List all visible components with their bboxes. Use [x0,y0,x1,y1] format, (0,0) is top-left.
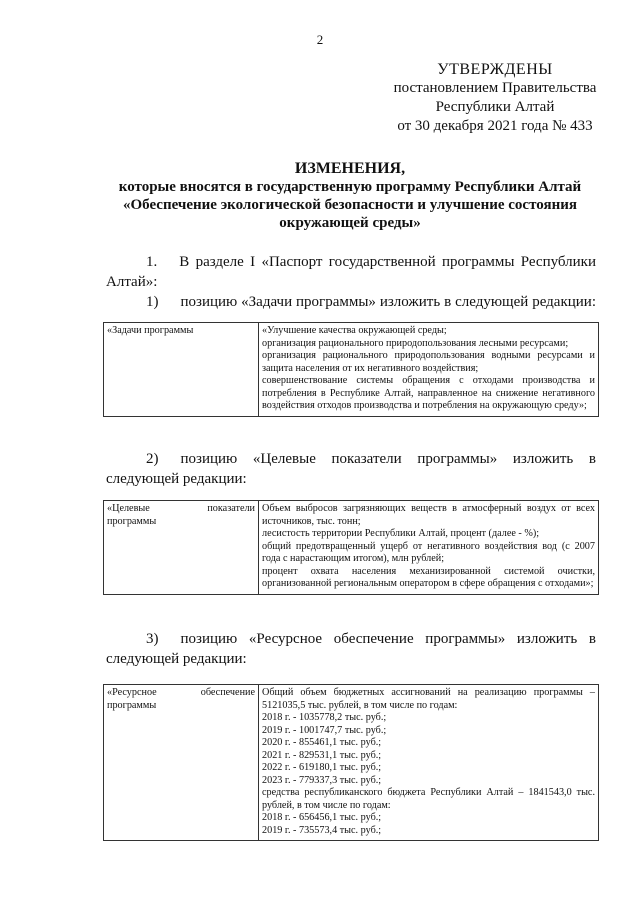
table-row [104,323,599,417]
heading-title: ИЗМЕНЕНИЯ, [294,160,406,177]
table-label-part: «Ресурсное [107,687,157,698]
heading-line: которые вносятся в государственную программу Республики Алтай [118,179,582,195]
budget-regional: средства республиканского бюджета Республики Алтай – 1841543,0 тыс. рублей, в том числе по годам: [262,787,595,811]
item-2-text: позицию «Целевые показатели программы» изложить в [180,451,596,467]
table-label-part: программы [107,699,157,711]
budget-year: 2018 г. - 1035778,2 тыс. руб.; [262,712,387,723]
approval-block [370,60,620,136]
table-value-cell [259,323,599,417]
table-resources [103,684,599,841]
table-row [104,685,599,841]
item-3-paragraph [106,629,596,669]
budget-total: Общий объем бюджетных ассигнований на реализацию программы – 5121035,5 тыс. рублей, в том числе по годам: [262,687,595,711]
table-label-part: показатели [207,503,255,514]
budget-year: 2020 г. - 855461,1 тыс. руб.; [262,737,382,748]
item-3-line [106,629,596,649]
approval-title: УТВЕРЖДЕНЫ [437,61,553,78]
table-tasks [103,322,599,417]
table-line: Объем выбросов загрязняющих веществ в атмосферный воздух от всех источников, тыс. тонн; [262,503,595,527]
budget-regional-year: 2019 г. - 735573,4 тыс. руб.; [262,824,382,836]
table-line: совершенствование системы обращения с отходами производства и потребления в Республике Алтай, направленное на снижение негативного воздействия отходов производства и потребления на окружающую среду»; [262,375,595,411]
table-label-cell: «Задачи программы [104,323,259,417]
budget-year: 2022 г. - 619180,1 тыс. руб.; [262,762,382,773]
table-line: лесистость территории Республики Алтай, процент (далее - %); [262,528,540,539]
budget-year: 2023 г. - 779337,3 тыс. руб.; [262,774,382,786]
budget-year: 2019 г. - 1001747,7 тыс. руб.; [262,724,387,736]
item-2-text-cont: следующей редакции: [106,471,247,487]
table-label-part: обеспечение [200,687,255,698]
table-label-part: программы [107,515,157,527]
section-1-text-cont: Алтай»: [106,274,158,290]
section-1-number: 1. [146,254,158,270]
section-1-paragraph [106,252,596,292]
page-number: 2 [316,32,324,47]
table-row [104,501,599,595]
item-1-line [106,292,596,312]
table-line: организация рационального природопользования лесными ресурсами; [262,337,569,349]
table-line: процент охвата населения механизированной системой очистки, организованной региональным оператором в сфере обращения с отходами»; [262,565,595,589]
approval-line: Республики Алтай [435,99,555,115]
section-1-line [106,252,596,272]
item-3-number: 3) [146,631,159,647]
budget-regional-year: 2018 г. - 656456,1 тыс. руб.; [262,812,382,823]
item-1-paragraph [106,292,596,312]
item-3-text-cont: следующей редакции: [106,651,247,667]
table-label-cell [104,685,259,841]
table-label-part: «Целевые [107,503,150,514]
table-value-cell [259,685,599,841]
document-heading [100,160,600,232]
approval-line: постановлением Правительства [393,80,597,96]
heading-line: «Обеспечение экологической безопасности и улучшение состояния [123,197,577,213]
table-label-cell [104,501,259,595]
table-line: общий предотвращенный ущерб от негативного воздействия вод (с 2007 года с нарастающим итогом), млн рублей; [262,540,595,564]
item-2-number: 2) [146,451,159,467]
budget-year: 2021 г. - 829531,1 тыс. руб.; [262,749,382,761]
item-3-text: позицию «Ресурсное обеспечение программы» изложить в [180,631,596,647]
item-1-number: 1) [146,294,159,310]
approval-date: от 30 декабря 2021 года № 433 [397,118,593,134]
table-line: «Улучшение качества окружающей среды; [262,325,447,336]
item-1-text: позицию «Задачи программы» изложить в следующей редакции: [180,294,596,310]
heading-line: окружающей среды» [279,215,421,231]
item-2-paragraph [106,449,596,489]
item-2-line [106,449,596,469]
section-1-text: В разделе I «Паспорт государственной программы Республики [179,254,596,270]
table-indicators [103,500,599,595]
table-value-cell [259,501,599,595]
table-line: организация рационального природопользования водными ресурсами и защита населения от их негативного воздействия; [262,350,595,374]
